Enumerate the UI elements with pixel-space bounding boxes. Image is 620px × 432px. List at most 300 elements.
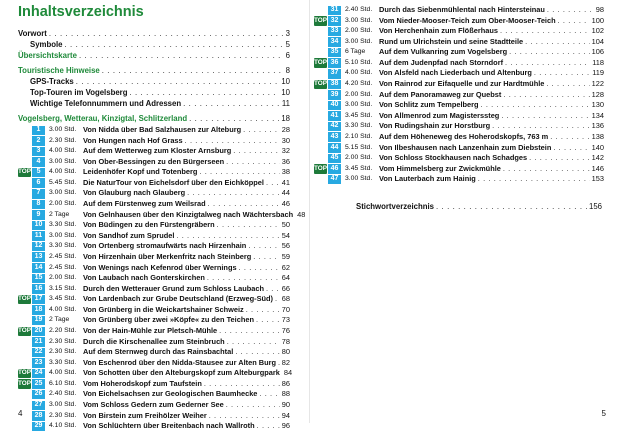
tour-number-badge: 16	[32, 284, 45, 294]
tour-number-badge: 25	[32, 379, 45, 389]
leader-dots	[189, 114, 279, 125]
tour-entry[interactable]	[18, 294, 290, 305]
top-tour-badge	[18, 242, 31, 252]
tour-page: 46	[281, 199, 290, 209]
leader-dots	[503, 90, 589, 101]
tour-duration: 4.20 Std.	[345, 80, 373, 88]
entry-page: 3	[285, 29, 290, 38]
tour-title: Von Lardenbach zur Grube Deutschland (Erzweg-Süd)	[83, 294, 274, 304]
tour-duration: 3.30 Std.	[49, 242, 77, 250]
tour-title: Von Hungen nach Hof Grass	[83, 135, 183, 145]
front-matter-entry[interactable]	[18, 40, 290, 51]
tour-entry[interactable]	[18, 315, 290, 326]
entry-page: 18	[281, 114, 290, 124]
tour-page: 146	[591, 163, 604, 173]
tour-page: 106	[591, 47, 604, 57]
tour-page: 54	[281, 230, 290, 240]
tour-title: Auf dem Panoramaweg zur Quebst	[379, 89, 502, 99]
leader-dots	[239, 263, 280, 274]
tour-number-badge: 47	[328, 175, 341, 185]
tour-page: 130	[591, 100, 604, 110]
tour-duration: 2.00 Std.	[345, 27, 373, 35]
tour-entry[interactable]	[314, 16, 604, 27]
tour-duration: 6 Tage	[345, 48, 366, 56]
top-tour-badge	[18, 422, 31, 432]
tour-duration: 3.00 Std.	[345, 16, 373, 24]
tour-entry[interactable]	[18, 305, 290, 316]
tour-duration: 3.00 Std.	[49, 231, 77, 239]
tour-list-right	[314, 5, 604, 185]
front-matter-entry[interactable]	[18, 88, 290, 99]
tour-duration: 3.45 Std.	[345, 164, 373, 172]
tour-title: Auf dem Fürstenweg zum Weilsrad	[83, 199, 206, 209]
tour-number-badge: 36	[328, 58, 341, 68]
tour-entry[interactable]	[18, 326, 290, 337]
entry-title: Vorwort	[18, 29, 47, 38]
tour-duration: 2.30 Std.	[49, 136, 77, 144]
tour-number-badge: 31	[328, 6, 341, 16]
tour-number-badge: 35	[328, 48, 341, 58]
tour-page: 142	[591, 153, 604, 163]
tour-title: Von Gelnhausen über den Kinzigtalweg nach Wächtersbach	[83, 209, 294, 219]
tour-page: 82	[281, 357, 290, 367]
top-tour-badge	[18, 136, 31, 146]
tour-number-badge: 43	[328, 132, 341, 142]
front-matter-list	[18, 29, 290, 125]
tour-entry[interactable]	[314, 37, 604, 48]
tour-number-badge: 8	[32, 200, 45, 210]
top-tour-badge	[18, 178, 31, 188]
tour-page: 104	[591, 36, 604, 46]
tour-number-badge: 34	[328, 37, 341, 47]
tour-title: Auf dem Wetterweg zum Kloster Arnsburg	[83, 146, 232, 156]
tour-page: 119	[592, 68, 604, 78]
tour-entry[interactable]	[18, 273, 290, 284]
tour-number-badge: 2	[32, 136, 45, 146]
tour-page: 62	[281, 262, 290, 272]
tour-title: Vom Himmelsberg zur Zwickmühle	[379, 163, 501, 173]
tour-entry[interactable]	[314, 26, 604, 37]
leader-dots	[525, 37, 590, 48]
tour-title: Rund um Ulrichstein und seine Stadtteile	[379, 36, 524, 46]
leader-dots	[235, 347, 279, 358]
tour-entry[interactable]	[18, 220, 290, 231]
leader-dots	[219, 326, 280, 337]
index-page: 156	[588, 202, 602, 211]
tour-title: Von Wenings nach Kefenrod über Wernings	[83, 262, 237, 272]
entry-page: 10	[281, 88, 290, 98]
leader-dots	[436, 202, 587, 213]
tour-entry[interactable]	[18, 252, 290, 263]
leader-dots	[102, 66, 284, 77]
tour-entry[interactable]	[18, 199, 290, 210]
tour-title: Leidenhöfer Kopf und Totenberg	[83, 167, 198, 177]
tour-number-badge: 27	[32, 401, 45, 411]
leader-dots	[208, 199, 280, 210]
tour-number-badge: 37	[328, 69, 341, 79]
entry-title: Top-Touren im Vogelsberg	[30, 88, 128, 98]
tour-duration: 2.45 Std.	[49, 252, 77, 260]
top-tour-badge	[18, 147, 31, 157]
tour-number-badge: 20	[32, 327, 45, 337]
tour-page: 66	[281, 283, 290, 293]
tour-title: Die NaturTour von Eichelsdorf über den Eichköppel	[83, 177, 264, 187]
tour-title: Von Eichelsachsen zur Geologischen Baumhecke	[83, 389, 258, 399]
tour-page: 98	[595, 5, 604, 14]
tour-number-badge: 1	[32, 126, 45, 136]
leader-dots	[256, 315, 280, 326]
tour-page: 153	[591, 174, 604, 184]
tour-title: Von Ortenberg stromaufwärts nach Hirzenhain	[83, 241, 247, 251]
entry-title: Vogelsberg, Wetterau, Kinzigtal, Schlitzerland	[18, 114, 188, 124]
tour-duration: 2.30 Std.	[49, 337, 77, 345]
tour-number-badge: 6	[32, 178, 45, 188]
front-matter-entry[interactable]	[18, 66, 290, 77]
leader-dots	[275, 294, 280, 305]
tour-entry[interactable]	[314, 58, 604, 69]
top-tour-badge	[18, 263, 31, 273]
tour-entry[interactable]	[314, 79, 604, 90]
page-number-right: 5	[601, 409, 606, 418]
leader-dots	[65, 40, 284, 51]
tour-entry[interactable]	[18, 136, 290, 147]
top-tour-badge	[18, 274, 31, 284]
top-tour-badge: TOP	[314, 58, 327, 68]
entry-page: 11	[281, 98, 290, 108]
leader-dots	[478, 174, 590, 185]
entry-page: 5	[285, 39, 290, 49]
top-tour-badge	[18, 200, 31, 210]
tour-title: Von Ober-Bessingen zu den Bürgerseen	[83, 156, 225, 166]
tour-entry[interactable]	[18, 125, 290, 136]
top-tour-badge: TOP	[18, 168, 31, 178]
tour-entry[interactable]	[18, 347, 290, 358]
leader-dots	[246, 305, 280, 316]
tour-page: 59	[281, 251, 290, 261]
tour-duration: 2.45 Std.	[49, 263, 77, 271]
tour-entry[interactable]	[18, 188, 290, 199]
top-tour-badge	[314, 154, 327, 164]
leader-dots	[207, 273, 280, 284]
top-tour-badge	[18, 337, 31, 347]
tour-title: Von Sandhof zum Sprudel	[83, 230, 175, 240]
tour-entry[interactable]	[18, 368, 293, 379]
tour-number-badge: 45	[328, 154, 341, 164]
tour-number-badge: 9	[32, 210, 45, 220]
leader-dots	[259, 389, 279, 400]
tour-title: Auf dem Höheneweg des Hoherodskopfs, 763 m	[379, 131, 549, 141]
tour-entry[interactable]	[18, 157, 290, 168]
tour-title: Von Schotten über den Alteburgskopf zum Alteburgpark	[83, 368, 280, 378]
top-tour-badge	[18, 231, 31, 241]
tour-page: 138	[591, 131, 604, 141]
tour-page: 56	[281, 241, 290, 251]
tour-title: Auf dem Vulkanring zum Vogelsberg	[379, 47, 508, 57]
tour-number-badge: 40	[328, 101, 341, 111]
tour-title: Auf dem Sternweg durch das Rainsbachtal	[83, 347, 234, 357]
tour-title: Von Allmenrod zum Magisterssteg	[379, 110, 500, 120]
tour-page: 64	[281, 273, 290, 283]
tour-entry[interactable]	[314, 90, 604, 101]
leader-dots	[253, 252, 280, 263]
tour-title: Von Schloss Stockhausen nach Schadges	[379, 153, 528, 163]
top-tour-badge	[18, 189, 31, 199]
tour-number-badge: 38	[328, 80, 341, 90]
top-tour-badge	[314, 6, 327, 16]
tour-number-badge: 12	[32, 242, 45, 252]
tour-page: 48	[297, 209, 306, 219]
tour-duration: 2.00 Std.	[49, 200, 77, 208]
tour-title: Von Hirzenhain über Merkenfritz nach Steinberg	[83, 251, 252, 261]
front-matter-entry[interactable]	[18, 77, 290, 88]
tour-duration: 3.00 Std.	[49, 126, 77, 133]
tour-number-badge: 32	[328, 16, 341, 26]
page-number-left: 4	[18, 409, 23, 418]
tour-entry[interactable]	[314, 5, 604, 16]
tour-number-badge: 39	[328, 90, 341, 100]
entry-title: GPS-Tracks	[30, 77, 74, 87]
tour-page: 128	[591, 89, 604, 99]
tour-title: Auf dem Judenpfad nach Storndorf	[379, 57, 504, 67]
tour-page: 30	[281, 135, 290, 145]
tour-duration: 2.00 Std.	[49, 274, 77, 282]
entry-page: 6	[285, 50, 290, 60]
tour-entry[interactable]	[314, 68, 604, 79]
leader-dots	[501, 111, 589, 122]
tour-number-badge: 46	[328, 164, 341, 174]
tour-number-badge: 7	[32, 189, 45, 199]
tour-entry[interactable]	[18, 241, 290, 252]
tour-entry[interactable]	[18, 358, 290, 369]
top-tour-badge: TOP	[18, 327, 31, 337]
top-tour-badge: TOP	[18, 369, 31, 379]
tour-page: 44	[281, 188, 290, 198]
tour-number-badge: 41	[328, 111, 341, 121]
tour-page: 96	[281, 421, 290, 431]
tour-page: 100	[591, 15, 604, 25]
tour-list-left	[18, 125, 306, 432]
tour-page: 134	[591, 110, 604, 120]
tour-entry[interactable]	[314, 164, 604, 175]
tour-entry[interactable]	[314, 132, 604, 143]
top-tour-badge	[18, 348, 31, 358]
tour-number-badge: 15	[32, 274, 45, 284]
front-matter-entry[interactable]	[18, 114, 290, 125]
top-tour-badge	[18, 221, 31, 231]
tour-number-badge: 4	[32, 157, 45, 167]
tour-number-badge: 24	[32, 369, 45, 379]
tour-entry[interactable]	[18, 337, 290, 348]
tour-duration: 2.30 Std.	[49, 411, 77, 419]
leader-dots	[248, 241, 279, 252]
tour-entry[interactable]	[314, 121, 604, 132]
tour-duration: 2 Tage	[49, 210, 70, 218]
tour-number-badge: 5	[32, 168, 45, 178]
tour-duration: 3.30 Std.	[345, 122, 373, 130]
tour-title: Von Lauterbach zum Hainig	[379, 174, 476, 184]
tour-number-badge: 14	[32, 263, 45, 273]
tour-number-badge: 11	[32, 231, 45, 241]
tour-page: 78	[281, 336, 290, 346]
tour-number-badge: 19	[32, 316, 45, 326]
tour-page: 136	[591, 121, 604, 131]
top-tour-badge	[314, 27, 327, 37]
tour-title: Von Alsfeld nach Liederbach und Altenburg	[379, 68, 532, 78]
tour-entry[interactable]	[18, 411, 290, 422]
leader-dots	[226, 400, 280, 411]
tour-page: 41	[281, 177, 290, 187]
leader-dots	[529, 153, 590, 164]
top-tour-badge	[314, 132, 327, 142]
tour-title: Vom Hoherodskopf zum Taufstein	[83, 378, 202, 388]
top-tour-badge: TOP	[18, 379, 31, 389]
tour-number-badge: 21	[32, 337, 45, 347]
tour-page: 70	[281, 304, 290, 314]
tour-page: 118	[592, 57, 604, 67]
top-tour-badge	[314, 122, 327, 132]
tour-duration: 6.10 Std.	[49, 379, 77, 387]
tour-entry[interactable]	[314, 47, 604, 58]
tour-title: Von Büdingen zu den Fürstengräbern	[83, 220, 215, 230]
tour-number-badge: 10	[32, 221, 45, 231]
top-tour-badge	[314, 175, 327, 185]
tour-entry[interactable]	[18, 284, 290, 295]
leader-dots	[217, 220, 280, 231]
top-tour-badge	[18, 316, 31, 326]
tour-entry[interactable]	[18, 389, 290, 400]
right-page	[312, 0, 620, 423]
tour-duration: 3.45 Std.	[49, 295, 77, 303]
tour-entry[interactable]	[314, 174, 604, 185]
tour-duration: 2 Tage	[49, 316, 70, 324]
leader-dots	[176, 231, 279, 242]
tour-number-badge: 33	[328, 27, 341, 37]
front-matter-entry[interactable]	[18, 29, 290, 40]
tour-page: 38	[281, 167, 290, 177]
tour-title: Von Grünberg in die Weickartshainer Schweiz	[83, 304, 244, 314]
tour-title: Von Ilbeshausen nach Lanzenhain zum Diebstein	[379, 142, 552, 152]
tour-duration: 5.15 Std.	[345, 143, 373, 151]
leader-dots	[199, 167, 279, 178]
entry-title: Symbole	[30, 39, 63, 49]
top-tour-badge	[314, 48, 327, 58]
tour-entry[interactable]	[18, 400, 290, 411]
top-tour-badge	[314, 69, 327, 79]
leader-dots	[209, 411, 280, 422]
leader-dots	[505, 58, 590, 69]
leader-dots	[534, 68, 590, 79]
tour-entry[interactable]	[314, 143, 604, 154]
tour-entry[interactable]	[18, 167, 290, 178]
leader-dots	[185, 136, 280, 147]
leader-dots	[243, 125, 280, 136]
tour-title: Von Schlüchtern über Breitenbach nach Wallroth	[83, 421, 255, 431]
tour-duration: 2.20 Std.	[49, 326, 77, 334]
tour-number-badge: 29	[32, 422, 45, 432]
tour-page: 90	[281, 400, 290, 410]
tour-title: Durch das Siebenmühlental nach Hintersteinau	[379, 5, 545, 14]
tour-duration: 4.00 Std.	[345, 69, 373, 77]
leader-dots	[500, 26, 590, 37]
tour-duration: 5.10 Std.	[345, 58, 373, 66]
tour-entry[interactable]	[18, 263, 290, 274]
tour-duration: 3.30 Std.	[49, 358, 77, 366]
leader-dots	[546, 79, 589, 90]
entry-title: Übersichtskarte	[18, 50, 77, 60]
leader-dots	[503, 164, 590, 175]
tour-entry[interactable]	[314, 100, 604, 111]
front-matter-entry[interactable]	[18, 99, 290, 110]
tour-duration: 2.30 Std.	[49, 348, 77, 356]
leader-dots	[233, 146, 280, 157]
tour-entry[interactable]	[18, 231, 290, 242]
tour-entry[interactable]	[314, 111, 604, 122]
top-tour-badge	[18, 284, 31, 294]
leader-dots	[266, 284, 280, 295]
tour-duration: 3.15 Std.	[49, 284, 77, 292]
tour-duration: 3.30 Std.	[49, 221, 77, 229]
front-matter-entry[interactable]	[18, 51, 290, 62]
tour-duration: 3.00 Std.	[49, 401, 77, 409]
tour-page: 102	[591, 26, 604, 36]
tour-duration: 4.00 Std.	[49, 168, 77, 176]
tour-page: 122	[591, 79, 604, 89]
tour-duration: 3.00 Std.	[49, 189, 77, 197]
top-tour-badge: TOP	[314, 16, 327, 26]
leader-dots	[227, 337, 280, 348]
tour-entry[interactable]	[314, 153, 604, 164]
tour-title: Von Nidda über Bad Salzhausen zur Alteburg	[83, 125, 242, 134]
tour-duration: 4.00 Std.	[49, 147, 77, 155]
tour-duration: 2.00 Std.	[345, 90, 373, 98]
entry-title: Touristische Hinweise	[18, 66, 100, 76]
tour-title: Durch die Kirschenallee zum Steinbruch	[83, 336, 225, 346]
tour-entry[interactable]	[18, 146, 290, 157]
tour-title: Von Rudingshain zur Horstburg	[379, 121, 491, 131]
tour-page: 28	[281, 125, 290, 134]
tour-entry[interactable]	[18, 178, 290, 189]
tour-duration: 2.00 Std.	[345, 154, 373, 162]
tour-title: Von der Hain-Mühle zur Pletsch-Mühle	[83, 325, 218, 335]
tour-entry[interactable]	[18, 209, 306, 221]
top-tour-badge	[18, 358, 31, 368]
tour-page: 94	[281, 410, 290, 420]
tour-entry[interactable]	[18, 379, 290, 390]
tour-title: Vom Schloss Gedern zum Gederner See	[83, 400, 224, 410]
top-tour-badge: TOP	[314, 164, 327, 174]
leader-dots	[553, 143, 589, 154]
tour-page: 73	[281, 315, 290, 325]
tour-title: Von Eschenrod über den Nidda-Stausee zur Alten Burg	[83, 357, 276, 367]
tour-duration: 4.10 Std.	[49, 422, 77, 430]
leader-dots	[266, 178, 280, 189]
tour-duration: 2.10 Std.	[345, 132, 373, 140]
leader-dots	[226, 157, 280, 168]
leader-dots	[547, 5, 594, 16]
top-tour-badge	[18, 305, 31, 315]
tour-page: 36	[281, 156, 290, 166]
tour-title: Von Glauburg nach Glauberg	[83, 188, 186, 198]
top-tour-badge: TOP	[18, 295, 31, 305]
entry-title: Wichtige Telefonnummern und Adressen	[30, 98, 182, 108]
tour-number-badge: 18	[32, 305, 45, 315]
tour-title: Von Laubach nach Gonterskirchen	[83, 273, 205, 283]
entry-page: 10	[281, 77, 290, 87]
entry-page: 8	[285, 66, 290, 76]
top-tour-badge	[18, 126, 31, 136]
tour-number-badge: 28	[32, 411, 45, 421]
index-entry[interactable]	[356, 202, 602, 213]
